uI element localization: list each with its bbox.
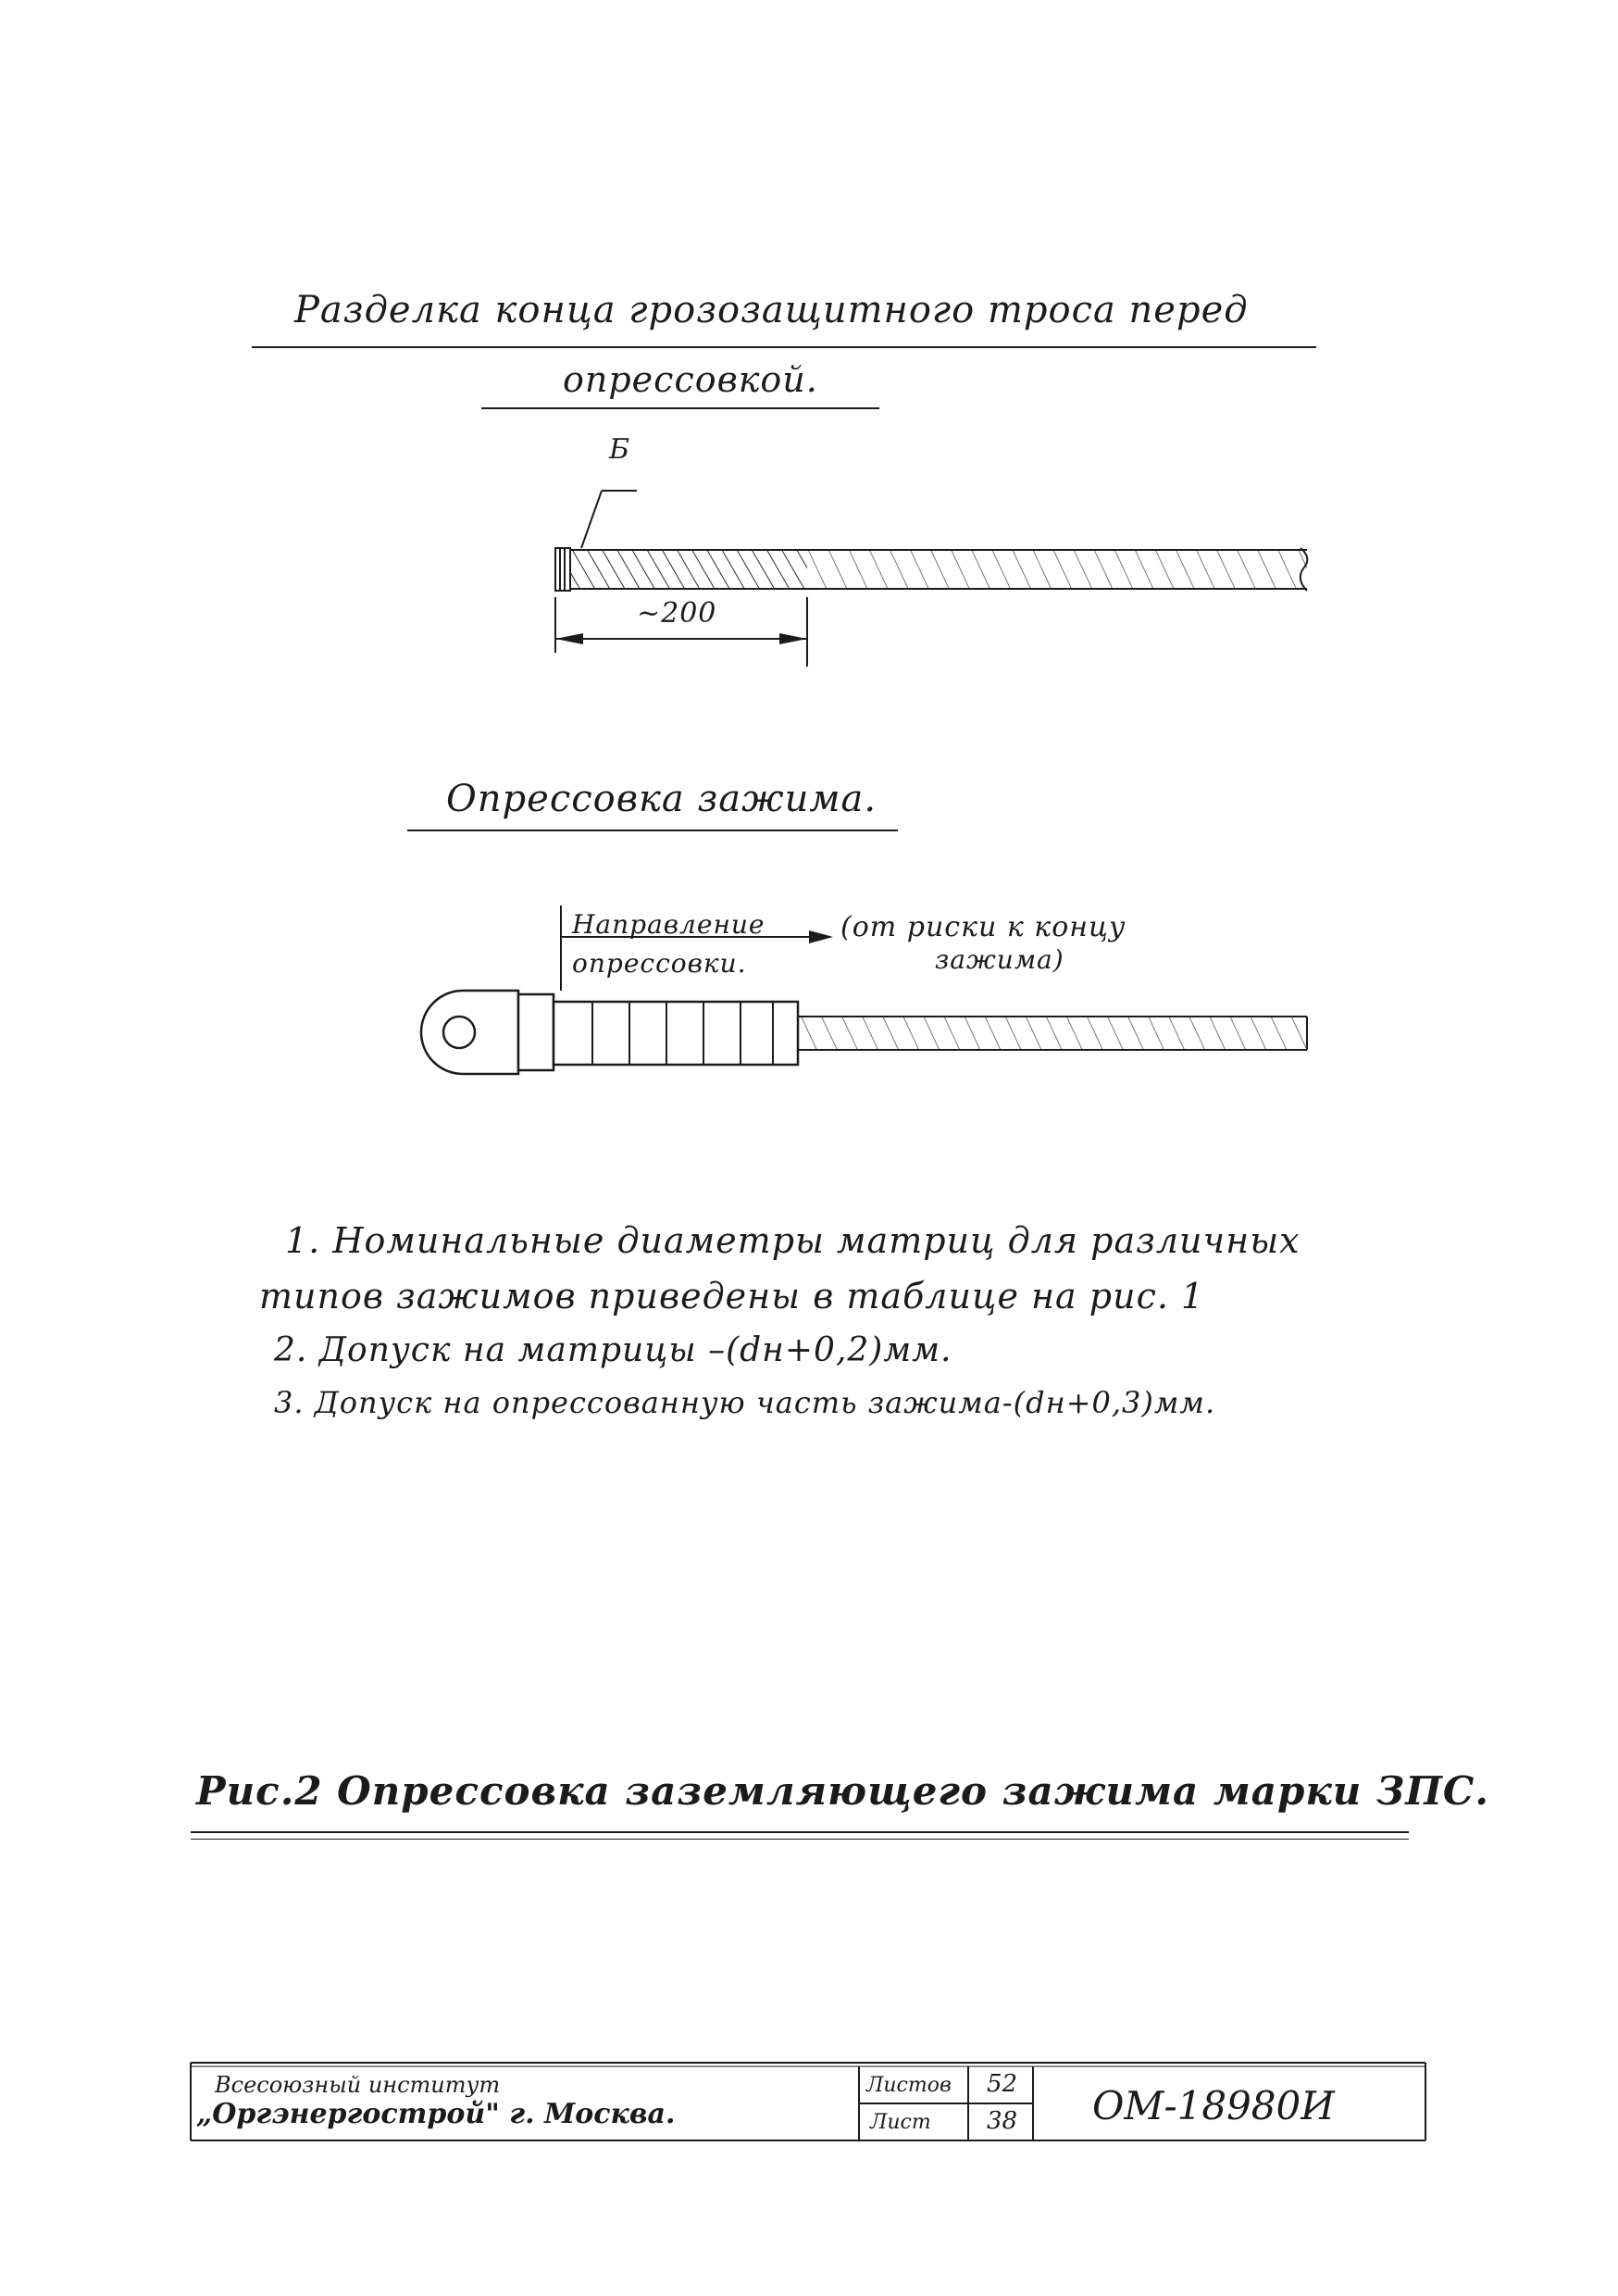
section1-title-line2: опрессовкой. <box>563 359 818 400</box>
direction-label-line1: Направление <box>572 909 765 940</box>
direction-note-line2: зажима) <box>935 944 1064 975</box>
title-block-org-line2: „Оргэнергострой" г. Москва. <box>196 2098 676 2130</box>
note-1-line2: типов зажимов приведены в таблице на рис. 1 <box>259 1276 1205 1316</box>
direction-note-line1: (от риски к концу <box>840 911 1126 943</box>
section2-title: Опрессовка зажима. <box>446 778 877 820</box>
label-b: Б <box>609 433 631 466</box>
title-block-doc-number: ОМ-18980И <box>1092 2083 1335 2128</box>
section1-title-line1: Разделка конца грозозащитного троса перед <box>294 289 1249 331</box>
direction-label-line2: опрессовки. <box>572 948 747 979</box>
dimension-label: ~200 <box>637 597 717 630</box>
title-block-sheet-value: 38 <box>987 2107 1018 2135</box>
title-block-sheets-value: 52 <box>987 2070 1018 2098</box>
figure-caption: Рис.2 Опрессовка заземляющего зажима марки ЗПС. <box>196 1768 1489 1814</box>
note-2: 2. Допуск на матрицы –(dн+0,2)мм. <box>274 1331 952 1369</box>
note-1-line1: 1. Номинальные диаметры матриц для различных <box>285 1220 1301 1261</box>
title-block-org-line1: Всесоюзный институт <box>215 2072 501 2098</box>
title-block-sheets-label: Листов <box>866 2074 952 2097</box>
title-block-sheet-label: Лист <box>870 2111 931 2134</box>
note-3: 3. Допуск на опрессованную часть зажима-(dн+0,3)мм. <box>274 1385 1216 1420</box>
